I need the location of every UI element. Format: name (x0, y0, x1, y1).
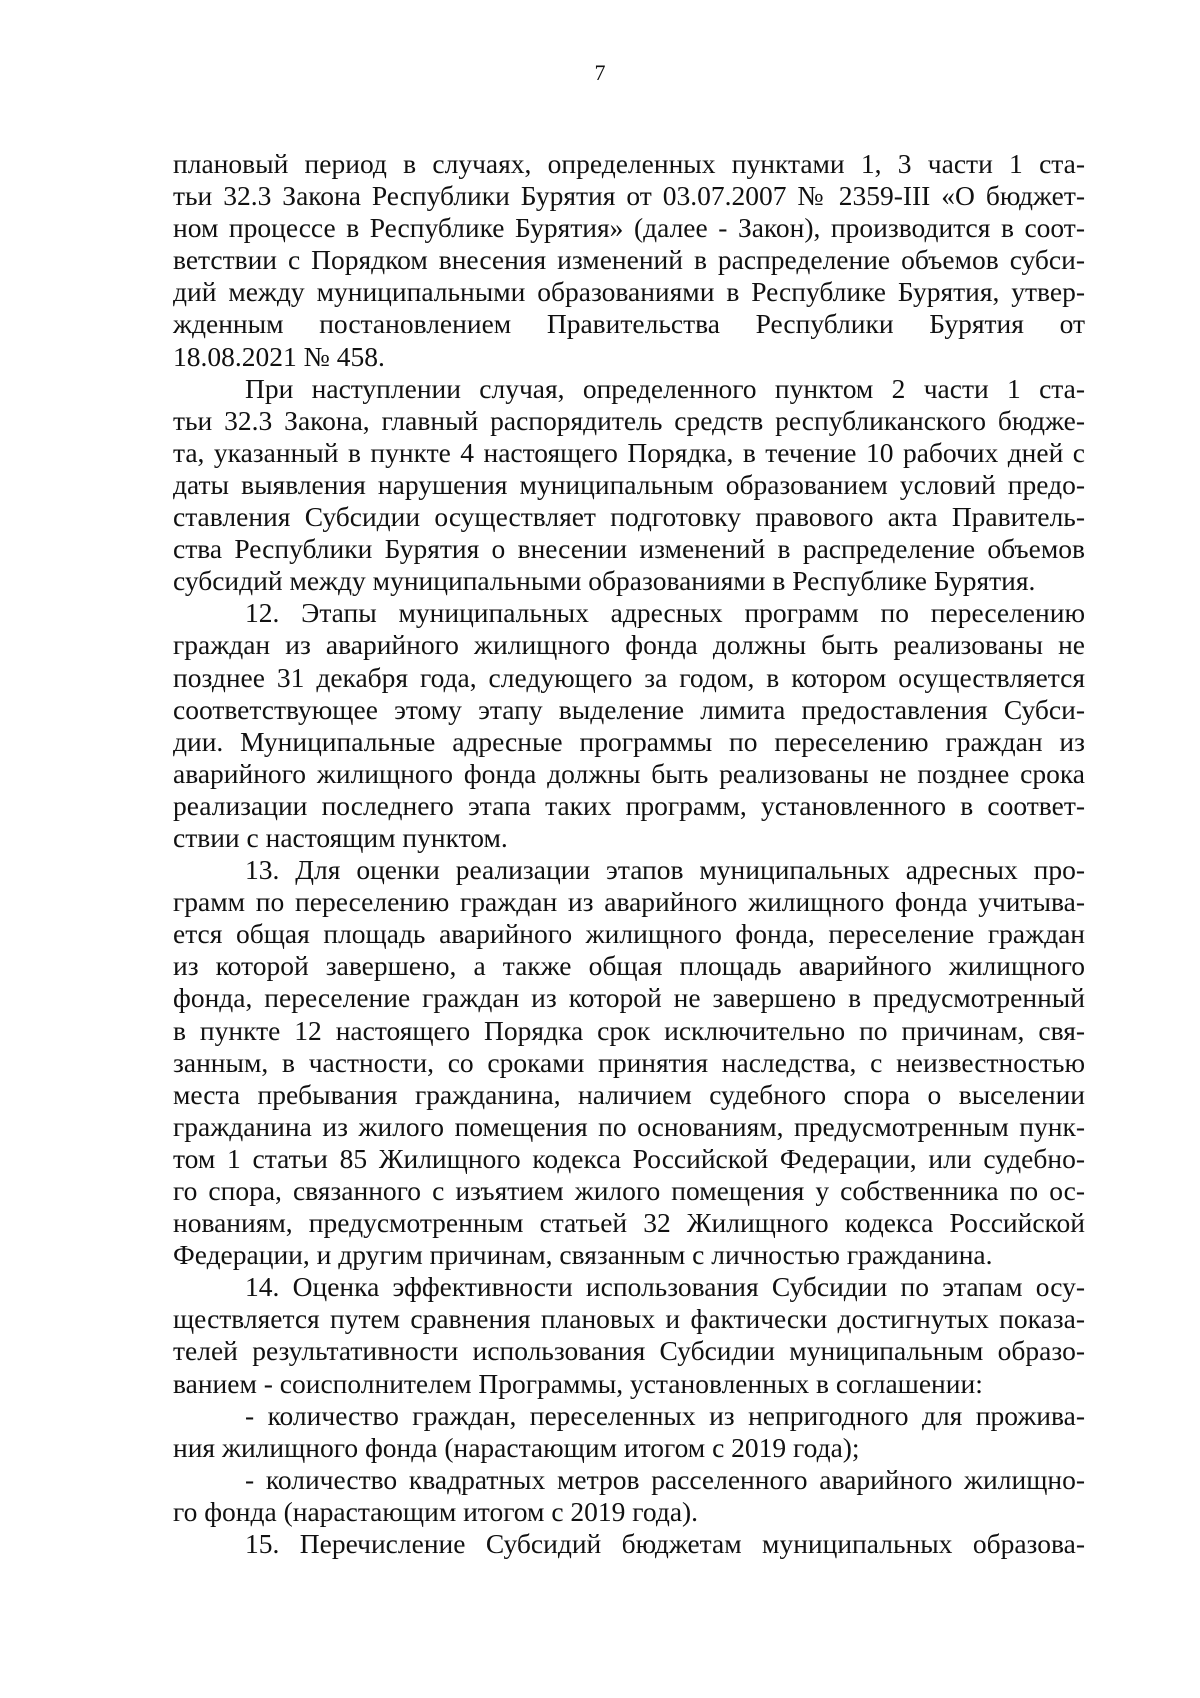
text-line: 12. Этапы муниципальных адресных программ по переселению (245, 597, 1085, 629)
paragraph (173, 1464, 1085, 1528)
text-line: граждан из аварийного жилищного фонда должны быть реализованы не (173, 629, 1085, 661)
text-line: 18.08.2021 № 458. (173, 340, 385, 372)
body-text (173, 148, 1085, 1560)
text-line: 13. Для оценки реализации этапов муниципальных адресных про- (245, 854, 1085, 886)
text-line: - количество квадратных метров расселенного аварийного жилищно- (245, 1463, 1085, 1495)
paragraph (173, 1400, 1085, 1464)
text-line: том 1 статьи 85 Жилищного кодекса Российской Федерации, или судебно- (173, 1142, 1085, 1174)
text-line: реализации последнего этапа таких программ, установленного в соответ- (173, 789, 1085, 821)
text-line: ния жилищного фонда (нарастающим итогом с 2019 года); (173, 1431, 860, 1463)
text-line: субсидий между муниципальными образованиями в Республике Бурятия. (173, 565, 1036, 597)
text-line: в пункте 12 настоящего Порядка срок исключительно по причинам, свя- (173, 1014, 1085, 1046)
text-line: жденным постановлением Правительства Республики Бурятия от (173, 308, 1085, 340)
text-line: телей результативности использования Субсидии муниципальным образо- (173, 1335, 1085, 1367)
text-line: из которой завершено, а также общая площадь аварийного жилищного (173, 950, 1085, 982)
text-line: - количество граждан, переселенных из непригодного для прожива- (245, 1399, 1085, 1431)
text-line: тьи 32.3 Закона, главный распорядитель средств республиканского бюдже- (173, 404, 1085, 436)
text-line: ном процессе в Республике Бурятия» (далее - Закон), производится в соот- (173, 212, 1085, 244)
text-line: позднее 31 декабря года, следующего за годом, в котором осуществляется (173, 661, 1085, 693)
text-line: фонда, переселение граждан из которой не завершено в предусмотренный (173, 982, 1085, 1014)
text-line: соответствующее этому этапу выделение лимита предоставления Субси- (173, 693, 1085, 725)
text-line: ветствии с Порядком внесения изменений в распределение объемов субси- (173, 244, 1085, 276)
text-line: дии. Муниципальные адресные программы по переселению граждан из (173, 725, 1085, 757)
text-line: ванием - соисполнителем Программы, установленных в соглашении: (173, 1367, 983, 1399)
text-line: грамм по переселению граждан из аварийного жилищного фонда учитыва- (173, 886, 1085, 918)
text-line: плановый период в случаях, определенных пунктами 1, 3 части 1 ста- (173, 148, 1085, 179)
paragraph (173, 1271, 1085, 1399)
text-line: занным, в частности, со сроками принятия наследства, с неизвестностью (173, 1046, 1085, 1078)
text-line: При наступлении случая, определенного пунктом 2 части 1 ста- (245, 372, 1085, 404)
text-line: места пребывания гражданина, наличием судебного спора о выселении (173, 1078, 1085, 1110)
text-line: гражданина из жилого помещения по основаниям, предусмотренным пунк- (173, 1110, 1085, 1142)
paragraph (173, 373, 1085, 598)
text-line: та, указанный в пункте 4 настоящего Порядка, в течение 10 рабочих дней с (173, 436, 1085, 468)
text-line: нованиям, предусмотренным статьей 32 Жилищного кодекса Российской (173, 1207, 1085, 1239)
text-line: тьи 32.3 Закона Республики Бурятия от 03.07.2007 № 2359-III «О бюджет- (173, 180, 1085, 212)
text-line: даты выявления нарушения муниципальным образованием условий предо- (173, 468, 1085, 500)
page-number: 7 (594, 60, 606, 85)
text-line: ствии с настоящим пунктом. (173, 821, 508, 853)
text-line: го фонда (нарастающим итогом с 2019 года). (173, 1495, 699, 1527)
text-line: аварийного жилищного фонда должны быть реализованы не позднее срока (173, 757, 1085, 789)
text-line: Федерации, и другим причинам, связанным с личностью гражданина. (173, 1239, 993, 1271)
text-line: 15. Перечисление Субсидий бюджетам муниципальных образова- (245, 1528, 1085, 1560)
paragraph (173, 1528, 1085, 1560)
text-line: 14. Оценка эффективности использования Субсидии по этапам осу- (245, 1271, 1085, 1303)
paragraph (173, 854, 1085, 1271)
paragraph (173, 597, 1085, 854)
paragraph (173, 148, 1085, 373)
text-line: ства Республики Бурятия о внесении изменений в распределение объемов (173, 533, 1085, 565)
text-line: ется общая площадь аварийного жилищного фонда, переселение граждан (173, 918, 1085, 950)
text-line: го спора, связанного с изъятием жилого помещения у собственника по ос- (173, 1175, 1085, 1206)
text-line: ществляется путем сравнения плановых и фактически достигнутых показа- (173, 1303, 1085, 1335)
text-line: дий между муниципальными образованиями в Республике Бурятия, утвер- (173, 276, 1085, 308)
text-line: ставления Субсидии осуществляет подготовку правового акта Правитель- (173, 501, 1085, 533)
